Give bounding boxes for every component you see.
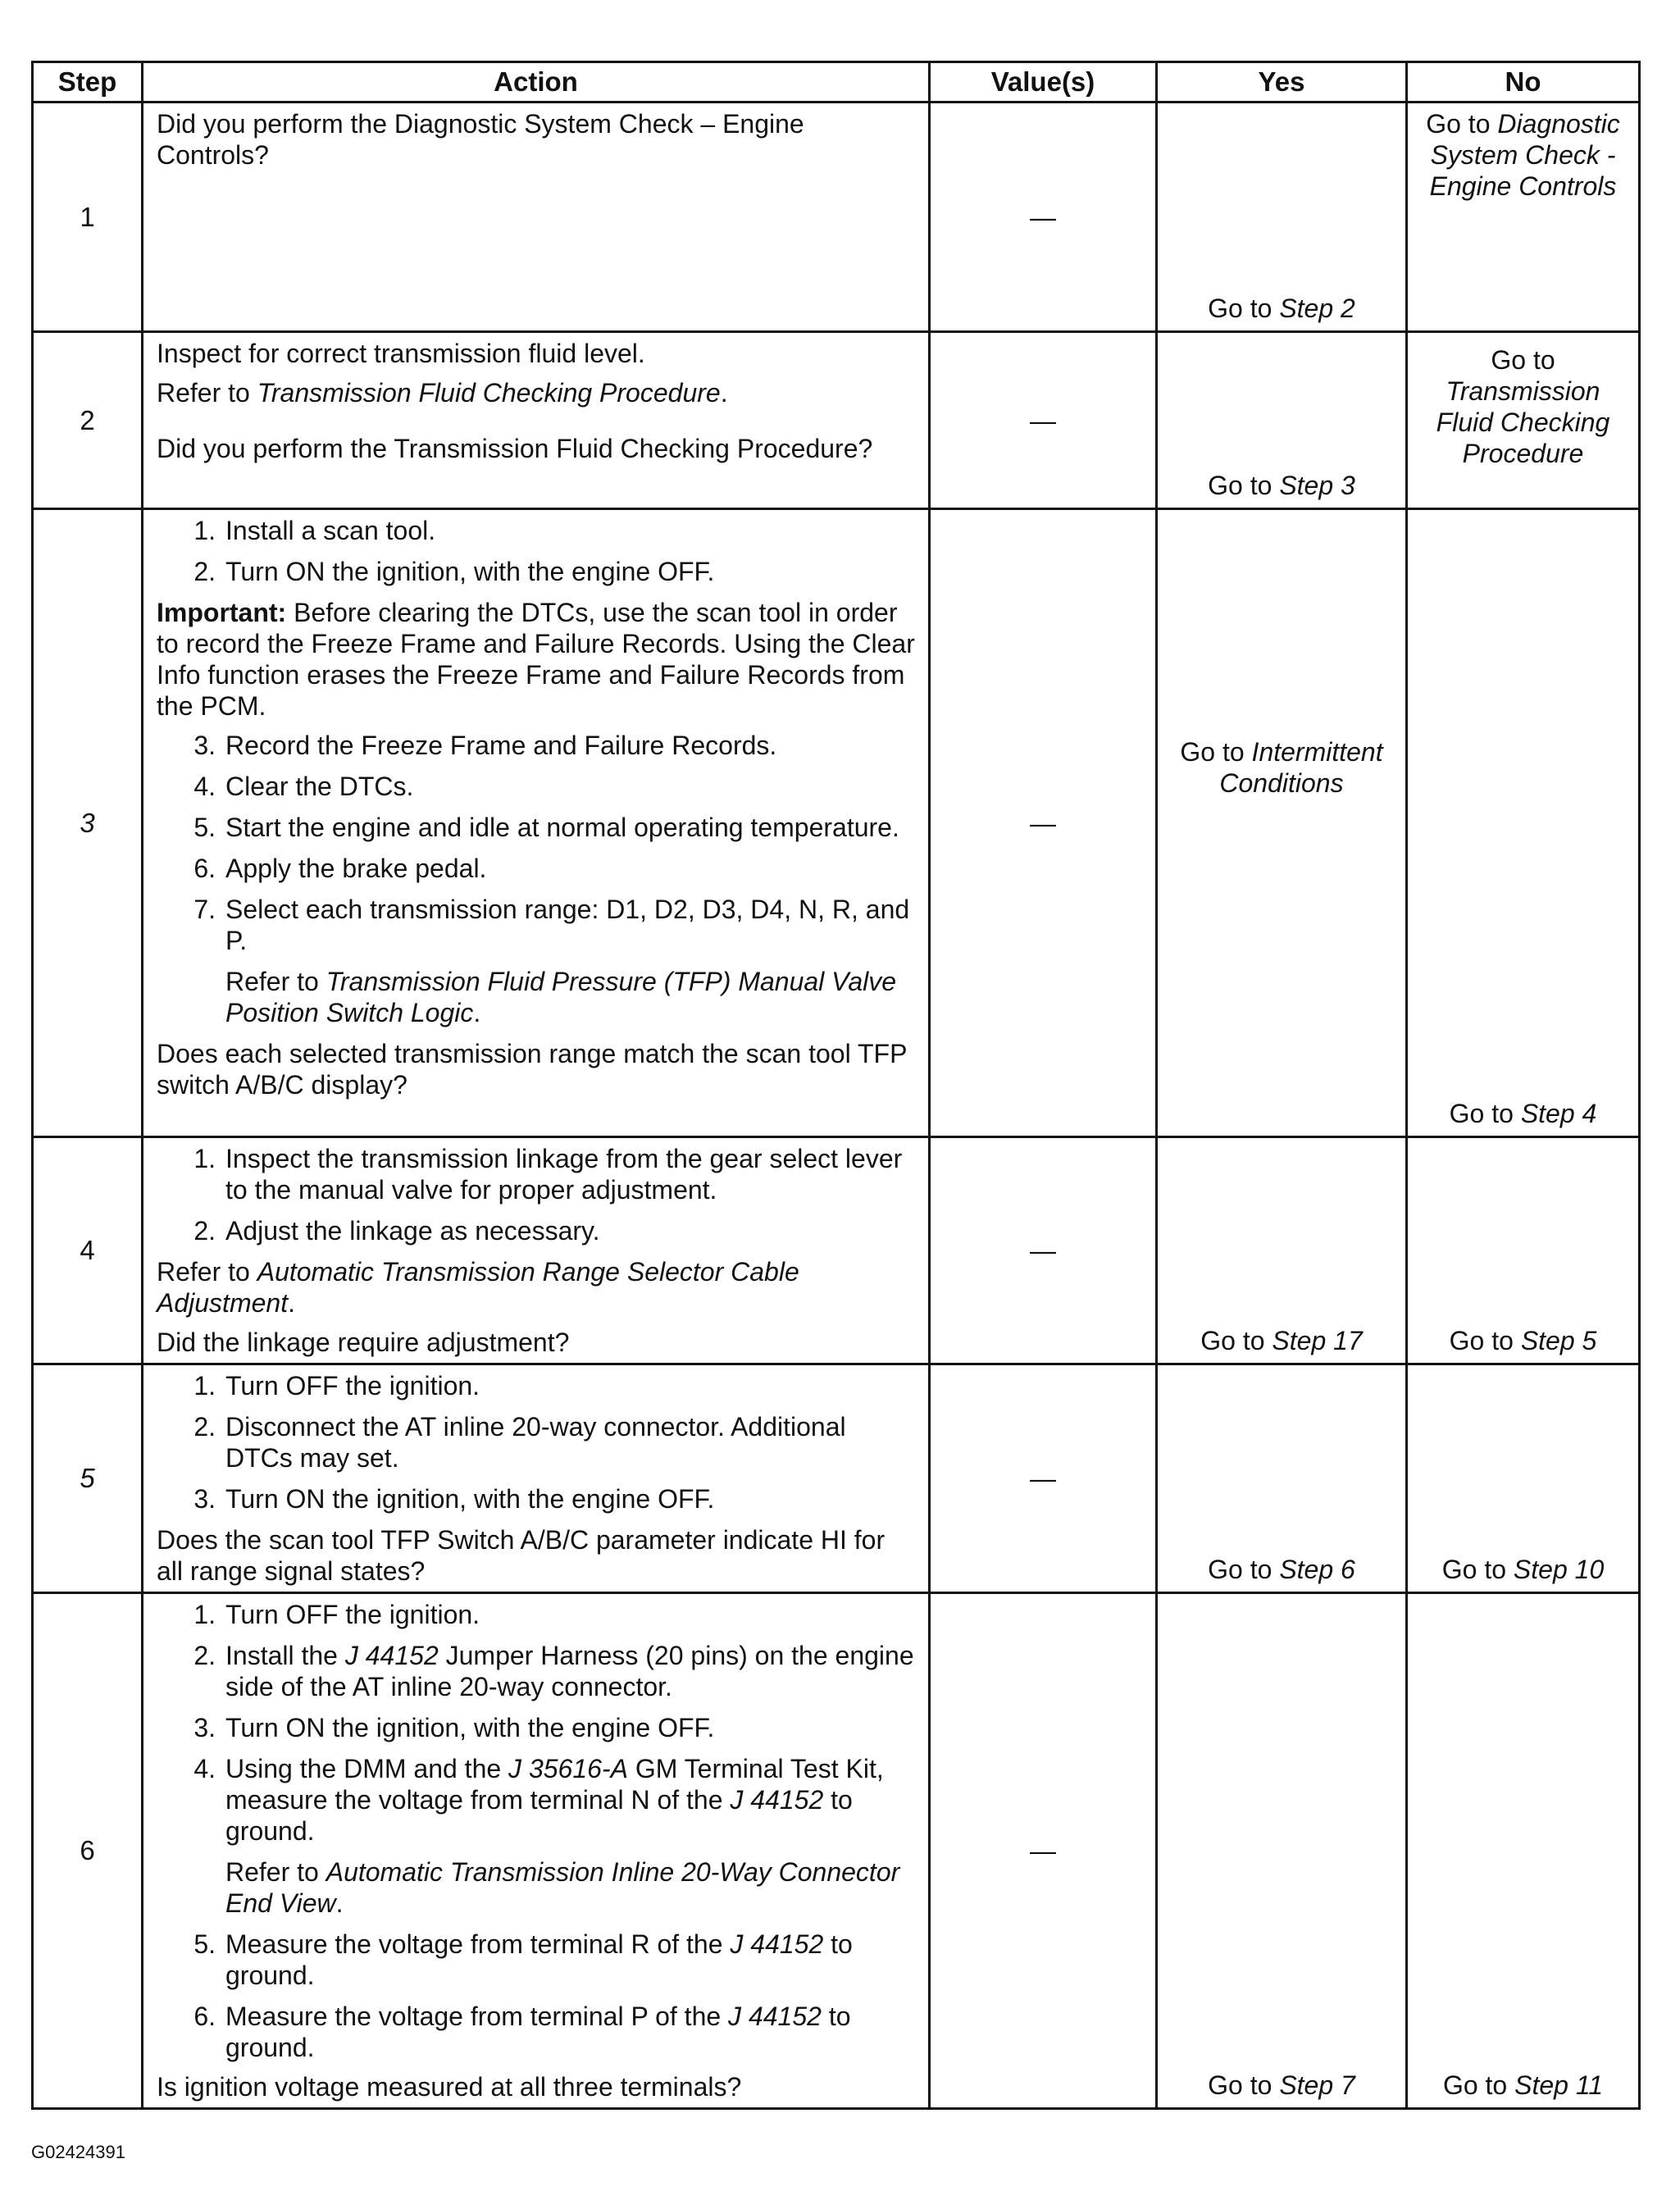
list-item-text: Using the DMM and the J 35616-A GM Terminal Test Kit, measure the voltage from terminal N of the J 44152 to ground. bbox=[225, 1754, 884, 1846]
no-cell bbox=[1407, 509, 1640, 1137]
header-action: Action bbox=[143, 62, 930, 102]
list-item: 6. Measure the voltage from terminal P of the J 44152 to ground. bbox=[157, 2001, 917, 2063]
refer-prefix: Refer to bbox=[225, 1857, 326, 1887]
list-item: 1. Turn OFF the ignition. bbox=[157, 1370, 917, 1401]
list-item: 4. Clear the DTCs. bbox=[157, 771, 917, 802]
step-number: 4 bbox=[33, 1137, 143, 1364]
list-item: 1. Install a scan tool. bbox=[157, 515, 917, 546]
value-dash: — bbox=[1030, 1464, 1056, 1493]
refer-text bbox=[157, 377, 917, 408]
header-step: Step bbox=[33, 62, 143, 102]
important-note bbox=[157, 597, 917, 722]
step-list bbox=[157, 730, 917, 1028]
question-text: Did the linkage require adjustment? bbox=[157, 1328, 570, 1357]
value-dash: — bbox=[1030, 808, 1056, 838]
step-list bbox=[157, 1370, 917, 1514]
list-item-text: Measure the voltage from terminal P of the J 44152 to ground. bbox=[225, 2002, 851, 2062]
list-item: 3. Turn ON the ignition, with the engine OFF. bbox=[157, 1483, 917, 1514]
no-prefix: Go to bbox=[1449, 1326, 1521, 1355]
figure-id: G02424391 bbox=[31, 2142, 125, 2162]
refer-suffix: . bbox=[473, 998, 481, 1027]
refer-text bbox=[157, 1856, 917, 1919]
list-item-text: Install a scan tool. bbox=[225, 516, 436, 545]
yes-prefix: Go to bbox=[1208, 471, 1280, 500]
refer-prefix: Refer to bbox=[157, 378, 257, 408]
step-list bbox=[157, 1143, 917, 1246]
list-item-text: Turn ON the ignition, with the engine OFF. bbox=[225, 1713, 715, 1742]
no-prefix: Go to bbox=[1441, 1555, 1514, 1584]
no-prefix: Go to bbox=[1491, 345, 1555, 375]
yes-cell bbox=[1157, 1137, 1407, 1364]
step-list bbox=[157, 515, 917, 587]
refer-suffix: . bbox=[720, 378, 728, 408]
no-link[interactable]: Diagnostic System Check - Engine Controls bbox=[1429, 109, 1620, 201]
table-row bbox=[33, 509, 1640, 1137]
tool-ref: J 44152 bbox=[728, 2002, 822, 2031]
no-prefix: Go to bbox=[1426, 109, 1498, 139]
step-number: 5 bbox=[33, 1364, 143, 1593]
yes-cell bbox=[1157, 1593, 1407, 2109]
yes-link[interactable]: Step 6 bbox=[1279, 1555, 1355, 1584]
list-item: 3. Record the Freeze Frame and Failure Records. bbox=[157, 730, 917, 761]
important-label: Important: bbox=[157, 598, 287, 627]
list-item-text: Turn ON the ignition, with the engine OFF. bbox=[225, 1484, 715, 1514]
refer-text bbox=[157, 1256, 917, 1319]
value-cell bbox=[930, 1137, 1157, 1364]
step-number: 2 bbox=[33, 332, 143, 509]
yes-link[interactable]: Step 17 bbox=[1272, 1326, 1363, 1355]
list-item: 2. Adjust the linkage as necessary. bbox=[157, 1215, 917, 1246]
list-item-text: Apply the brake pedal. bbox=[225, 854, 487, 883]
no-link[interactable]: Step 10 bbox=[1513, 1555, 1605, 1584]
no-link[interactable]: Transmission Fluid Checking Procedure bbox=[1436, 376, 1610, 468]
list-item: 5. Measure the voltage from terminal R of the J 44152 to ground. bbox=[157, 1929, 917, 1991]
no-link[interactable]: Step 5 bbox=[1520, 1326, 1597, 1355]
refer-prefix: Refer to bbox=[225, 967, 326, 996]
table-row bbox=[33, 332, 1640, 509]
refer-suffix: . bbox=[335, 1888, 344, 1918]
yes-prefix: Go to bbox=[1208, 1555, 1280, 1584]
list-item: 2. Disconnect the AT inline 20-way connector. Additional DTCs may set. bbox=[157, 1411, 917, 1473]
yes-cell bbox=[1157, 1364, 1407, 1593]
value-dash: — bbox=[1030, 405, 1056, 435]
yes-link[interactable]: Step 2 bbox=[1279, 294, 1355, 323]
list-item: 7. Select each transmission range: D1, D2, D3, D4, N, R, and P. bbox=[157, 894, 917, 956]
refer-prefix: Refer to bbox=[157, 1257, 257, 1287]
yes-prefix: Go to bbox=[1200, 1326, 1273, 1355]
no-cell bbox=[1407, 332, 1640, 509]
no-prefix: Go to bbox=[1449, 1099, 1521, 1128]
list-item-text: Install the J 44152 Jumper Harness (20 pins) on the engine side of the AT inline 20-way connector. bbox=[225, 1641, 914, 1701]
list-item-text: Inspect the transmission linkage from the gear select lever to the manual valve for proper adjustment. bbox=[225, 1144, 903, 1205]
header-yes: Yes bbox=[1157, 62, 1407, 102]
yes-prefix: Go to bbox=[1180, 736, 1252, 767]
no-link[interactable]: Step 11 bbox=[1514, 2070, 1604, 2100]
diagnostic-table bbox=[31, 61, 1641, 2110]
value-cell bbox=[930, 1593, 1157, 2109]
list-item-text: Record the Freeze Frame and Failure Records. bbox=[225, 731, 777, 760]
question-text: Did you perform the Diagnostic System Check – Engine Controls? bbox=[157, 109, 804, 170]
question-text: Does each selected transmission range match the scan tool TFP switch A/B/C display? bbox=[157, 1039, 907, 1100]
step-list bbox=[157, 1599, 917, 2063]
refer-link[interactable]: Transmission Fluid Checking Procedure bbox=[257, 378, 721, 408]
list-item-text: Turn OFF the ignition. bbox=[225, 1600, 480, 1629]
action-cell bbox=[143, 102, 930, 332]
list-item: 5. Start the engine and idle at normal operating temperature. bbox=[157, 812, 917, 843]
no-cell bbox=[1407, 102, 1640, 332]
step-number: 3 bbox=[33, 509, 143, 1137]
action-cell bbox=[143, 1137, 930, 1364]
list-item: 2. Install the J 44152 Jumper Harness (20 pins) on the engine side of the AT inline 20-way connector. bbox=[157, 1640, 917, 1702]
question-text: Is ignition voltage measured at all three terminals? bbox=[157, 2072, 742, 2102]
value-cell bbox=[930, 332, 1157, 509]
no-cell bbox=[1407, 1593, 1640, 2109]
refer-text bbox=[157, 966, 917, 1028]
list-item-text: Select each transmission range: D1, D2, D3, D4, N, R, and P. bbox=[225, 895, 910, 955]
tool-ref: J 35616-A bbox=[508, 1754, 628, 1783]
list-item: 1. Inspect the transmission linkage from the gear select lever to the manual valve for proper adjustment. bbox=[157, 1143, 917, 1205]
list-item: 2. Turn ON the ignition, with the engine OFF. bbox=[157, 556, 917, 587]
value-cell bbox=[930, 509, 1157, 1137]
step-number: 1 bbox=[33, 102, 143, 332]
value-cell bbox=[930, 102, 1157, 332]
header-no: No bbox=[1407, 62, 1640, 102]
list-item-text: Turn ON the ignition, with the engine OFF. bbox=[225, 557, 715, 586]
important-text: Before clearing the DTCs, use the scan tool in order to record the Freeze Frame and Failure Records. Using the Clear Info function erases the Freeze Frame and Failure Records from the PCM. bbox=[157, 598, 915, 721]
table-row bbox=[33, 1593, 1640, 2109]
table-row bbox=[33, 1364, 1640, 1593]
list-item-text: Start the engine and idle at normal operating temperature. bbox=[225, 813, 899, 842]
yes-link[interactable]: Step 3 bbox=[1279, 471, 1355, 500]
tool-ref: J 44152 bbox=[730, 1929, 824, 1959]
value-dash: — bbox=[1030, 1836, 1056, 1865]
header-row bbox=[33, 62, 1640, 102]
value-dash: — bbox=[1030, 1236, 1056, 1265]
list-item: 4. Using the DMM and the J 35616-A GM Terminal Test Kit, measure the voltage from terminal N of the J 44152 to ground. bbox=[157, 1753, 917, 1847]
action-cell bbox=[143, 509, 930, 1137]
tool-ref: J 44152 bbox=[344, 1641, 439, 1670]
action-cell bbox=[143, 332, 930, 509]
value-cell bbox=[930, 1364, 1157, 1593]
yes-prefix: Go to bbox=[1208, 294, 1280, 323]
list-item: 1. Turn OFF the ignition. bbox=[157, 1599, 917, 1630]
step-number: 6 bbox=[33, 1593, 143, 2109]
refer-link[interactable]: Automatic Transmission Inline 20-Way Connector End View bbox=[225, 1857, 900, 1918]
action-text: Inspect for correct transmission fluid level. bbox=[157, 339, 645, 368]
refer-suffix: . bbox=[288, 1288, 295, 1318]
value-dash: — bbox=[1030, 202, 1056, 232]
yes-link[interactable]: Step 7 bbox=[1279, 2070, 1355, 2100]
no-prefix: Go to bbox=[1442, 2070, 1515, 2100]
yes-cell bbox=[1157, 332, 1407, 509]
action-cell bbox=[143, 1364, 930, 1593]
table-row bbox=[33, 102, 1640, 332]
question-text: Did you perform the Transmission Fluid Checking Procedure? bbox=[157, 434, 873, 463]
list-item: 6. Apply the brake pedal. bbox=[157, 853, 917, 884]
action-cell bbox=[143, 1593, 930, 2109]
yes-cell bbox=[1157, 509, 1407, 1137]
refer-link[interactable]: Automatic Transmission Range Selector Cable Adjustment bbox=[157, 1257, 799, 1318]
list-item-text: Clear the DTCs. bbox=[225, 772, 414, 801]
refer-link[interactable]: Transmission Fluid Pressure (TFP) Manual Valve Position Switch Logic bbox=[225, 967, 897, 1027]
yes-cell bbox=[1157, 102, 1407, 332]
list-item-text: Adjust the linkage as necessary. bbox=[225, 1216, 600, 1246]
list-item-text: Disconnect the AT inline 20-way connector. Additional DTCs may set. bbox=[225, 1412, 846, 1473]
question-text: Does the scan tool TFP Switch A/B/C parameter indicate HI for all range signal states? bbox=[157, 1525, 886, 1586]
yes-prefix: Go to bbox=[1208, 2070, 1280, 2100]
table-row bbox=[33, 1137, 1640, 1364]
no-cell bbox=[1407, 1364, 1640, 1593]
tool-ref: J 44152 bbox=[730, 1785, 824, 1815]
yes-link[interactable]: Intermittent Conditions bbox=[1219, 736, 1383, 798]
list-item-text: Turn OFF the ignition. bbox=[225, 1371, 480, 1401]
no-cell bbox=[1407, 1137, 1640, 1364]
header-values: Value(s) bbox=[930, 62, 1157, 102]
list-item: 3. Turn ON the ignition, with the engine OFF. bbox=[157, 1712, 917, 1743]
list-item-text: Measure the voltage from terminal R of the J 44152 to ground. bbox=[225, 1929, 853, 1990]
no-link[interactable]: Step 4 bbox=[1520, 1099, 1597, 1128]
